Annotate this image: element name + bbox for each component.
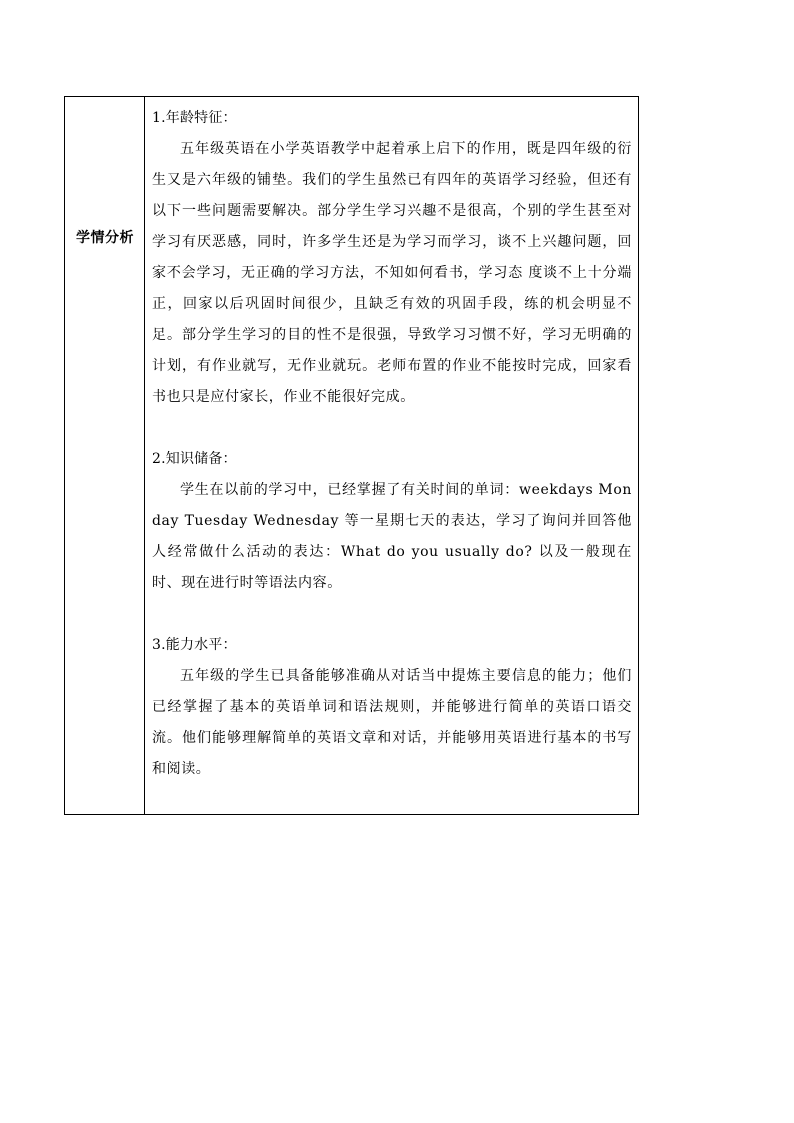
knowledge-reserve-body: 学生在以前的学习中，已经掌握了有关时间的单词：weekdays Monday Tuesday Wednesday 等一星期七天的表达，学习了询问并回答他人经常做什么活动的表达：What do you usually do? 以及一般现在时、现在进行时等语法内容。 — [152, 482, 632, 591]
section-spacer — [152, 599, 632, 630]
section-spacer — [152, 413, 632, 444]
label-cell — [65, 97, 145, 814]
learning-analysis-table — [64, 96, 639, 815]
content-cell — [145, 97, 638, 814]
age-characteristics-heading: 1.年龄特征： — [152, 110, 237, 126]
knowledge-reserve-heading: 2.知识储备： — [152, 451, 237, 467]
age-characteristics-body: 五年级英语在小学英语教学中起着承上启下的作用，既是四年级的衍生又是六年级的铺垫。我们的学生虽然已有四年的英语学习经验，但还有以下一些问题需要解决。部分学生学习兴趣不是很高，个别的学生甚至对学习有厌恶感，同时，许多学生还是为学习而学习，谈不上兴趣问题，回家不会学习，无正确的学习方法，不知如何看书，学习态 度谈不上十分端正，回家以后巩固时间很少，且缺乏有效的巩固手段，练的机会明显不足。部分学生学习的目的性不是很强，导致学习习惯不好，学习无明确的计划，有作业就写，无作业就玩。老师布置的作业不能按时完成，回家看书也只是应付家长，作业不能很好完成。 — [152, 141, 632, 405]
ability-level-heading: 3.能力水平： — [152, 637, 237, 653]
row-label: 学情分析 — [76, 230, 134, 246]
ability-level-body: 五年级的学生已具备能够准确从对话当中提炼主要信息的能力；他们已经掌握了基本的英语单词和语法规则，并能够进行简单的英语口语交流。他们能够理解简单的英语文章和对话，并能够用英语进行基本的书写和阅读。 — [152, 668, 632, 777]
